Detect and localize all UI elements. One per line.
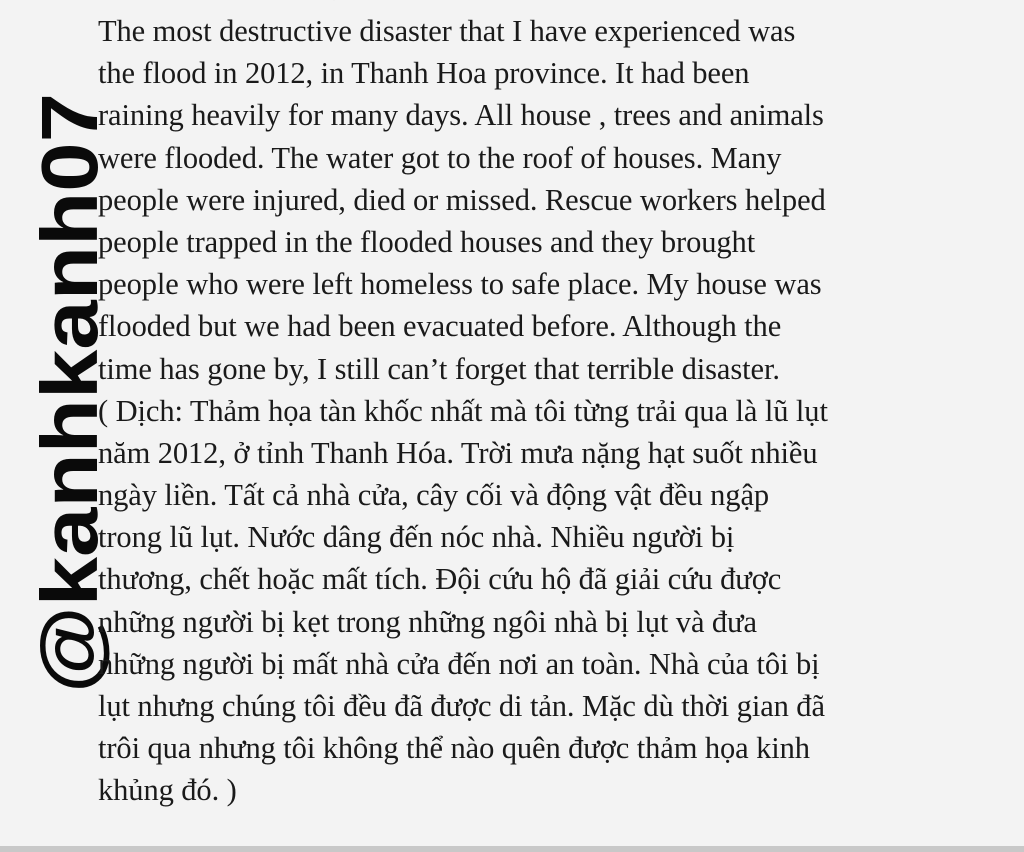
vietnamese-line-3: ngày liền. Tất cả nhà cửa, cây cối và động vật đều ngập xyxy=(98,478,770,513)
cropped-text-fragment xyxy=(300,0,390,6)
vietnamese-line-9: trôi qua nhưng tôi không thể nào quên được thảm họa kinh xyxy=(98,731,810,766)
vietnamese-line-4: trong lũ lụt. Nước dâng đến nóc nhà. Nhiều người bị xyxy=(98,520,735,555)
vietnamese-paragraph xyxy=(98,390,978,812)
english-line-1: The most destructive disaster that I have experienced was xyxy=(98,14,796,48)
bottom-divider xyxy=(0,846,1024,852)
vietnamese-line-10: khủng đó. ) xyxy=(98,773,237,808)
vietnamese-line-5: thương, chết hoặc mất tích. Đội cứu hộ đã giải cứu được xyxy=(98,562,782,597)
english-line-9: time has gone by, I still can’t forget that terrible disaster. xyxy=(98,351,780,386)
english-line-3: raining heavily for many days. All house , trees and animals xyxy=(98,98,824,133)
english-line-6: people trapped in the flooded houses and they brought xyxy=(98,224,756,259)
vietnamese-line-8: lụt nhưng chúng tôi đều đã được di tản. Mặc dù thời gian đã xyxy=(98,689,825,723)
vietnamese-line-7: những người bị mất nhà cửa đến nơi an toàn. Nhà của tôi bị xyxy=(98,646,820,681)
essay-text xyxy=(98,10,978,812)
english-line-7: people who were left homeless to safe place. My house was xyxy=(98,267,822,302)
vietnamese-line-2: năm 2012, ở tỉnh Thanh Hóa. Trời mưa nặng hạt suốt nhiều xyxy=(98,435,818,470)
watermark-text: @kanhkanh07 xyxy=(25,152,114,693)
english-line-8: flooded but we had been evacuated before. Although the xyxy=(98,309,782,344)
vietnamese-line-1: ( Dịch: Thảm họa tàn khốc nhất mà tôi từng trải qua là lũ lụt xyxy=(98,393,828,428)
english-line-5: people were injured, died or missed. Rescue workers helped xyxy=(98,182,826,217)
english-line-2: the flood in 2012, in Thanh Hoa province. It had been xyxy=(98,56,750,91)
vietnamese-line-6: những người bị kẹt trong những ngôi nhà bị lụt và đưa xyxy=(98,604,757,639)
english-paragraph xyxy=(98,10,978,390)
english-line-4: were flooded. The water got to the roof of houses. Many xyxy=(98,140,782,175)
